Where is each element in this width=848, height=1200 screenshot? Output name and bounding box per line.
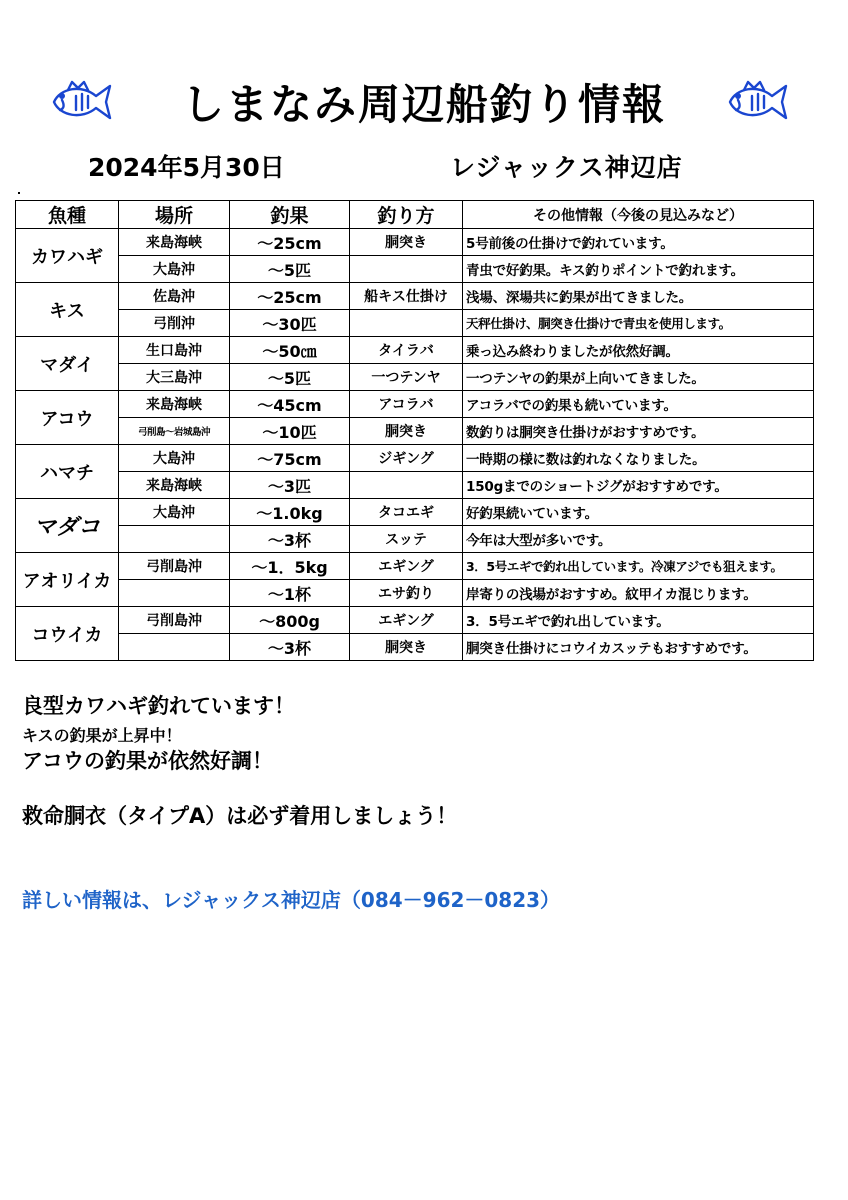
catch-cell: ～30匹	[230, 310, 350, 337]
info-cell: アコラバでの釣果も続いています。	[463, 391, 814, 418]
table-header-row	[16, 201, 814, 229]
highlight-message: キスの釣果が上昇中！	[22, 726, 182, 745]
species-cell: アコウ	[16, 391, 119, 445]
table-row	[16, 391, 814, 418]
contact-info: 詳しい情報は、レジャックス神辺店（084－962－0823）	[22, 888, 561, 912]
method-cell: 胴突き	[350, 229, 463, 256]
info-cell: 3．5号エギで釣れ出しています。冷凍アジでも狙えます。	[463, 553, 814, 580]
species-cell: アオリイカ	[16, 553, 119, 607]
method-cell: エサ釣り	[350, 580, 463, 607]
info-cell: 今年は大型が多いです。	[463, 526, 814, 553]
highlight-message: アコウの釣果が依然好調！	[22, 749, 273, 773]
header-species: 魚種	[16, 201, 119, 229]
info-cell: 数釣りは胴突き仕掛けがおすすめです。	[463, 418, 814, 445]
place-cell: 大島沖	[119, 445, 230, 472]
fish-icon	[724, 78, 790, 124]
place-cell: 弓削沖	[119, 310, 230, 337]
method-cell: エギング	[350, 607, 463, 634]
catch-cell: ～800g	[230, 607, 350, 634]
info-cell: 岸寄りの浅場がおすすめ。紋甲イカ混じります。	[463, 580, 814, 607]
method-cell: 胴突き	[350, 634, 463, 661]
method-cell: エギング	[350, 553, 463, 580]
place-cell: 来島海峡	[119, 229, 230, 256]
method-cell	[350, 256, 463, 283]
method-cell: 船キス仕掛け	[350, 283, 463, 310]
table-row	[16, 553, 814, 580]
header-method: 釣り方	[350, 201, 463, 229]
table-row	[16, 526, 814, 553]
method-cell: 胴突き	[350, 418, 463, 445]
info-cell: 浅場、深場共に釣果が出てきました。	[463, 283, 814, 310]
place-cell: 来島海峡	[119, 472, 230, 499]
method-cell	[350, 472, 463, 499]
catch-cell: ～45cm	[230, 391, 350, 418]
info-cell: 胴突き仕掛けにコウイカスッテもおすすめです。	[463, 634, 814, 661]
catch-cell: ～50㎝	[230, 337, 350, 364]
report-date: 2024年5月30日	[88, 153, 285, 182]
table-row	[16, 283, 814, 310]
table-row	[16, 607, 814, 634]
info-cell: 青虫で好釣果。キス釣りポイントで釣れます。	[463, 256, 814, 283]
place-cell: 大島沖	[119, 256, 230, 283]
place-cell: 弓削島沖	[119, 553, 230, 580]
table-row	[16, 499, 814, 526]
place-cell: 弓削島～岩城島沖	[119, 418, 230, 445]
table-row	[16, 580, 814, 607]
method-cell: スッテ	[350, 526, 463, 553]
catch-cell: ～25cm	[230, 229, 350, 256]
table-row	[16, 229, 814, 256]
table-row	[16, 418, 814, 445]
info-cell: 3．5号エギで釣れ出しています。	[463, 607, 814, 634]
table-row	[16, 472, 814, 499]
stray-dot	[18, 192, 20, 194]
place-cell: 大島沖	[119, 499, 230, 526]
catch-cell: ～3杯	[230, 634, 350, 661]
info-cell: 乗っ込み終わりましたが依然好調。	[463, 337, 814, 364]
info-cell: 好釣果続いています。	[463, 499, 814, 526]
catch-cell: ～3匹	[230, 472, 350, 499]
place-cell: 生口島沖	[119, 337, 230, 364]
info-cell: 天秤仕掛け、胴突き仕掛けで青虫を使用します。	[463, 310, 814, 337]
info-cell: 150gまでのショートジグがおすすめです。	[463, 472, 814, 499]
catch-cell: ～5匹	[230, 364, 350, 391]
catch-cell: ～1杯	[230, 580, 350, 607]
table-row	[16, 445, 814, 472]
header-info: その他情報（今後の見込みなど）	[463, 201, 814, 229]
place-cell: 大三島沖	[119, 364, 230, 391]
highlight-message: 良型カワハギ釣れています！	[22, 694, 295, 718]
catch-cell: ～5匹	[230, 256, 350, 283]
method-cell: タイラバ	[350, 337, 463, 364]
method-cell: ジギング	[350, 445, 463, 472]
header-place: 場所	[119, 201, 230, 229]
method-cell: 一つテンヤ	[350, 364, 463, 391]
place-cell: 弓削島沖	[119, 607, 230, 634]
species-cell: ハマチ	[16, 445, 119, 499]
place-cell: 来島海峡	[119, 391, 230, 418]
fishing-report-table	[15, 200, 814, 661]
info-cell: 一つテンヤの釣果が上向いてきました。	[463, 364, 814, 391]
table-row	[16, 310, 814, 337]
species-cell: コウイカ	[16, 607, 119, 661]
method-cell	[350, 310, 463, 337]
catch-cell: ～1.0kg	[230, 499, 350, 526]
catch-cell: ～10匹	[230, 418, 350, 445]
info-cell: 一時期の様に数は釣れなくなりました。	[463, 445, 814, 472]
store-name: レジャックス神辺店	[450, 153, 683, 182]
table-row	[16, 256, 814, 283]
catch-cell: ～3杯	[230, 526, 350, 553]
table-row	[16, 364, 814, 391]
place-cell	[119, 526, 230, 553]
species-cell: マダコ	[16, 499, 119, 553]
catch-cell: ～1．5kg	[230, 553, 350, 580]
header-catch: 釣果	[230, 201, 350, 229]
safety-message: 救命胴衣（タイプA）は必ず着用しましょう！	[22, 804, 458, 828]
species-cell: キス	[16, 283, 119, 337]
info-cell: 5号前後の仕掛けで釣れています。	[463, 229, 814, 256]
table-row	[16, 634, 814, 661]
method-cell: タコエギ	[350, 499, 463, 526]
page-title: しまなみ周辺船釣り情報	[181, 80, 666, 129]
method-cell: アコラバ	[350, 391, 463, 418]
table-row	[16, 337, 814, 364]
catch-cell: ～75cm	[230, 445, 350, 472]
place-cell: 佐島沖	[119, 283, 230, 310]
species-cell: カワハギ	[16, 229, 119, 283]
place-cell	[119, 580, 230, 607]
species-cell: マダイ	[16, 337, 119, 391]
place-cell	[119, 634, 230, 661]
catch-cell: ～25cm	[230, 283, 350, 310]
